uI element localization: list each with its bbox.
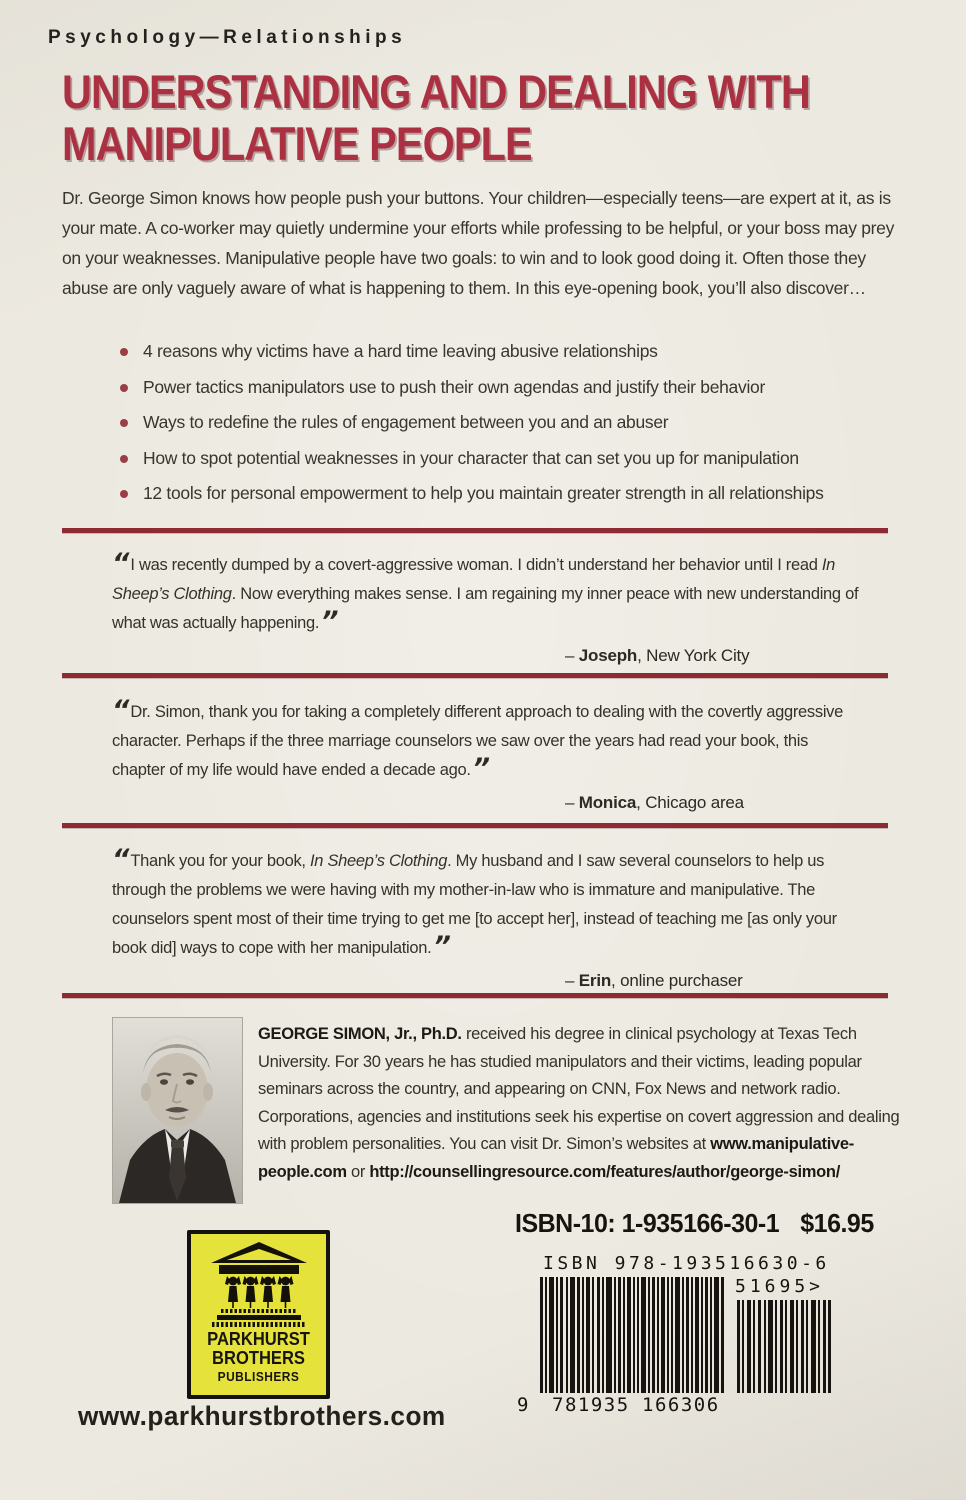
testimonial-block	[112, 548, 860, 666]
bullet-text: 12 tools for personal empowerment to help you maintain greater strength in all relationships	[143, 483, 824, 503]
bullet-dot-icon	[120, 455, 128, 463]
attribution-name: Joseph	[578, 646, 638, 665]
bullet-dot-icon	[120, 384, 128, 392]
testimonial-segment: I was recently dumped by a covert-aggressive woman. I didn’t understand her behavior until I read	[130, 556, 822, 574]
testimonial-attribution	[112, 971, 860, 991]
testimonial-block	[112, 695, 860, 813]
attribution-location: , Chicago area	[636, 793, 744, 812]
testimonial-text	[112, 695, 860, 785]
testimonial-text	[112, 844, 860, 963]
bullet-item	[120, 341, 950, 377]
section-rule	[62, 993, 888, 998]
bullet-text: 4 reasons why victims have a hard time leaving abusive relationships	[143, 341, 658, 361]
bullet-list	[120, 341, 950, 519]
attribution-location: , New York City	[637, 646, 750, 665]
isbn10-number: ISBN-10: 1-935166-30-1	[515, 1208, 780, 1238]
barcode-digits-group1: 781935	[552, 1394, 630, 1416]
publisher-name-line1: PARKHURST	[207, 1329, 310, 1349]
bio-text: received his degree in clinical psychology at Texas Tech University. For 30 years he has studied manipulators and their victims, leading popular seminars across the country, and appearing on CNN, Fox News and network radio. Corporations, agencies and institutions seek his expertise on covert aggression and dealing with problem personalities. You can visit Dr. Simon’s websites at	[258, 1025, 900, 1154]
publisher-name-line3: PUBLISHERS	[217, 1368, 300, 1384]
barcode-digits-group2: 166306	[642, 1394, 720, 1416]
bullet-item	[120, 377, 950, 413]
attribution-dash: –	[565, 646, 579, 665]
price-addon-code: 51695>	[735, 1276, 825, 1297]
testimonial-block	[112, 844, 860, 991]
attribution-dash: –	[565, 971, 579, 990]
book-title-line2: MANIPULATIVE PEOPLE	[62, 117, 532, 170]
bullet-item	[120, 412, 950, 448]
bullet-text: Ways to redefine the rules of engagement between you and an abuser	[143, 412, 669, 432]
book-title-line1: UNDERSTANDING AND DEALING WITH	[62, 65, 810, 118]
section-rule	[62, 673, 888, 678]
author-name: GEORGE SIMON, Jr., Ph.D.	[258, 1025, 462, 1043]
testimonial-segment: . Now everything makes sense. I am regaining my inner peace with new understanding of what was actually happening.	[112, 585, 859, 632]
category-label: Psychology—Relationships	[48, 27, 407, 48]
publisher-logo	[187, 1230, 330, 1399]
testimonial-segment: . My husband and I saw several counselors to help us through the problems we were having with my mother-in-law who is immature and manipulative. The counselors spent most of their time trying to get me [to accept her], instead of teaching me [as only your book did] ways to cope with her manipulation.	[112, 852, 837, 957]
section-rule	[62, 823, 888, 828]
publisher-name-line2: BROTHERS	[212, 1348, 305, 1369]
bullet-text: How to spot potential weaknesses in your character that can set you up for manipulation	[143, 447, 799, 468]
section-rule	[62, 528, 888, 533]
book-title	[62, 66, 942, 170]
bullet-item	[120, 483, 950, 519]
isbn10-line	[515, 1208, 874, 1239]
author-bio	[258, 1021, 908, 1187]
bullet-dot-icon	[120, 419, 128, 427]
testimonial-text	[112, 548, 860, 638]
isbn-barcode	[540, 1277, 724, 1398]
book-title-reference: In Sheep’s Clothing	[112, 556, 836, 603]
testimonial-segment: Thank you for your book,	[130, 852, 310, 870]
attribution-dash: –	[565, 793, 579, 812]
testimonial-attribution	[112, 793, 860, 813]
bullet-dot-icon	[120, 490, 128, 498]
open-quote-icon: “	[112, 695, 128, 726]
open-quote-icon: “	[112, 844, 128, 875]
testimonial-segment: Dr. Simon, thank you for taking a completely different approach to dealing with the covertly aggressive character. Perhaps if the three marriage counselors we saw over the years had read your book, this chapter of my life would have ended a decade ago.	[112, 703, 844, 779]
intro-paragraph: Dr. George Simon knows how people push your buttons. Your children—especially teens—are expert at it, as is your mate. A co-worker may quietly undermine your efforts while professing to be helpful, or your boss may prey on your weaknesses. Manipulative people have two goals: to win and to look good doing it. Often those they abuse are only vaguely aware of what is happening to them. In this eye-opening book, you’ll also discover…	[62, 188, 895, 298]
price-addon-barcode	[737, 1300, 833, 1398]
attribution-name: Monica	[578, 793, 637, 812]
book-title-reference: In Sheep’s Clothing	[310, 852, 448, 870]
barcode-digit-lead: 9	[517, 1394, 530, 1416]
isbn13-label: ISBN 978-193516630-6	[543, 1253, 830, 1274]
close-quote-icon: ”	[321, 606, 337, 637]
author-website-1: www.manipulative-people.com	[258, 1135, 854, 1181]
parkhurst-temple-icon	[207, 1240, 311, 1328]
price-label: $16.95	[800, 1208, 874, 1238]
bullet-item	[120, 448, 950, 484]
close-quote-icon: ”	[472, 753, 489, 784]
attribution-location: , online purchaser	[611, 971, 743, 990]
attribution-name: Erin	[578, 971, 612, 990]
open-quote-icon: “	[112, 548, 128, 579]
testimonial-attribution	[112, 646, 860, 666]
bullet-text: Power tactics manipulators use to push their own agendas and justify their behavior	[143, 376, 765, 397]
author-photo	[113, 1018, 242, 1203]
bio-text: or	[346, 1162, 370, 1181]
close-quote-icon: ”	[433, 931, 449, 962]
author-website-2: http://counsellingresource.com/features/author/george-simon/	[369, 1162, 840, 1181]
publisher-website: www.parkhurstbrothers.com	[78, 1401, 446, 1431]
bullet-dot-icon	[120, 348, 128, 356]
